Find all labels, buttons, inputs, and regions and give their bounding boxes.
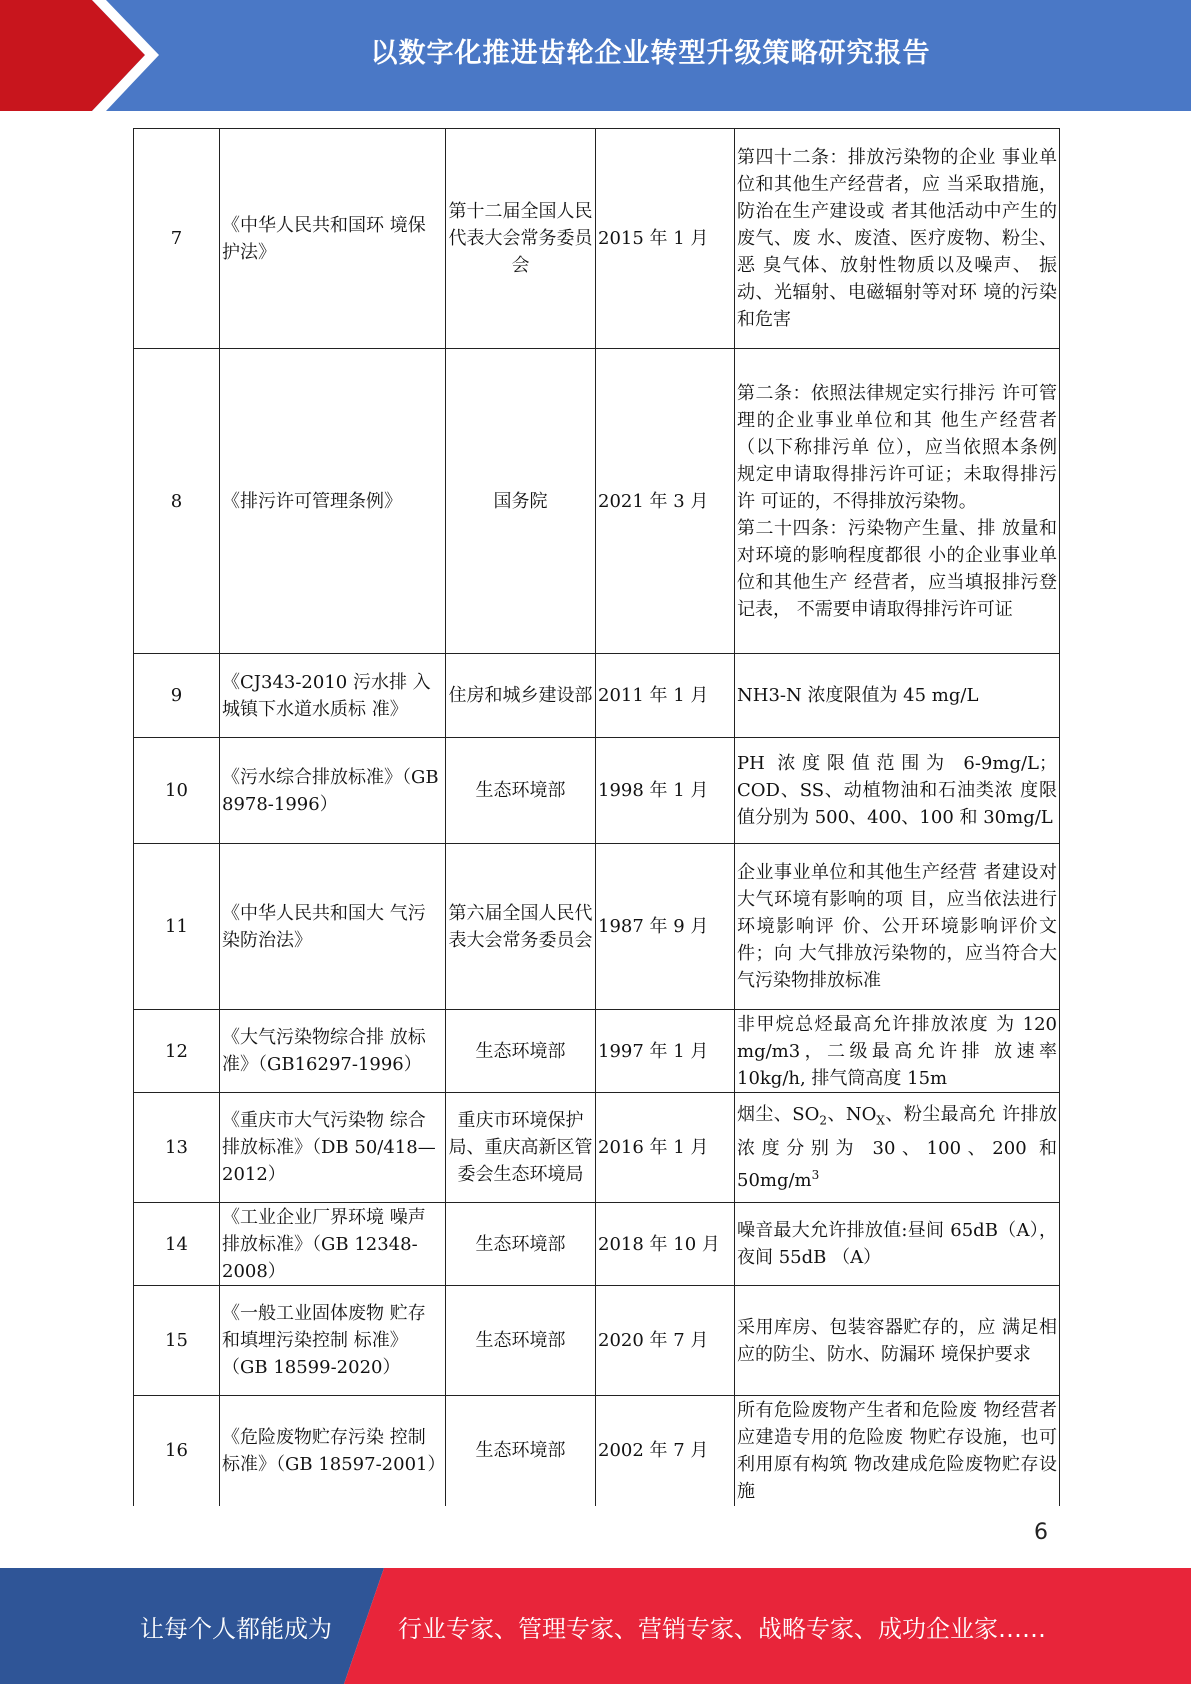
regulations-table (133, 128, 1059, 1506)
effective-date: 2020 年 7 月 (596, 1286, 735, 1396)
page-header (0, 0, 1191, 111)
header-arrow-decoration (0, 0, 160, 111)
row-number: 9 (134, 654, 220, 738)
regulation-name: 《中华人民共和国大 气污染防治法》 (220, 844, 446, 1010)
issuing-authority: 住房和城乡建设部 (446, 654, 596, 738)
effective-date: 2002 年 7 月 (596, 1396, 735, 1506)
requirement-content: 噪音最大允许排放值:昼间 65dB（A），夜间 55dB （A） (735, 1203, 1060, 1286)
row-number: 12 (134, 1010, 220, 1093)
row-number: 16 (134, 1396, 220, 1506)
effective-date: 1987 年 9 月 (596, 844, 735, 1010)
effective-date: 2011 年 1 月 (596, 654, 735, 738)
issuing-authority: 生态环境部 (446, 1203, 596, 1286)
table-row (134, 844, 1060, 1010)
content-text: 、NO (827, 1104, 877, 1126)
issuing-authority: 重庆市环境保护局、重庆高新区管委会生态环境局 (446, 1093, 596, 1203)
requirement-paragraph: 第二十四条：污染物产生量、排 放量和对环境的影响程度都很 小的企业事业单位和其他生产 经营者，应当填报排污登记表， 不需要申请取得排污许可证 (737, 517, 1057, 620)
row-number: 13 (134, 1093, 220, 1203)
regulation-name: 《污水综合排放标准》（GB 8978-1996） (220, 738, 446, 844)
requirement-content: 采用库房、包装容器贮存的，应 满足相应的防尘、防水、防漏环 境保护要求 (735, 1286, 1060, 1396)
row-number: 8 (134, 349, 220, 654)
issuing-authority: 第十二届全国人民代表大会常务委员会 (446, 129, 596, 349)
table-row (134, 349, 1060, 654)
subscript: 2 (819, 1113, 828, 1128)
issuing-authority: 第六届全国人民代表大会常务委员会 (446, 844, 596, 1010)
row-number: 11 (134, 844, 220, 1010)
regulation-name: 《中华人民共和国环 境保护法》 (220, 129, 446, 349)
table-row (134, 1396, 1060, 1506)
requirement-paragraph: 第二条：依照法律规定实行排污 许可管理的企业事业单位和其 他生产经营者（以下称排污单 位），应当依照本条例规定申请取得排污许可证；未取得排污许 可证的，不得排放污染物。 (737, 382, 1057, 512)
regulation-name: 《排污许可管理条例》 (220, 349, 446, 654)
regulation-name: 《大气污染物综合排 放标准》（GB16297-1996） (220, 1010, 446, 1093)
table-row (134, 738, 1060, 844)
issuing-authority: 生态环境部 (446, 738, 596, 844)
effective-date: 2016 年 1 月 (596, 1093, 735, 1203)
issuing-authority: 生态环境部 (446, 1010, 596, 1093)
table-row (134, 129, 1060, 349)
content-text: 、粉尘最高允 许排放浓度分别为 30、100、200 和 50mg/m (737, 1104, 1057, 1191)
row-number: 7 (134, 129, 220, 349)
effective-date: 1997 年 1 月 (596, 1010, 735, 1093)
table-row (134, 654, 1060, 738)
table-row (134, 1286, 1060, 1396)
issuing-authority: 生态环境部 (446, 1286, 596, 1396)
superscript: 3 (811, 1167, 820, 1182)
requirement-content: PH 浓度限值范围为 6-9mg/L； COD、SS、动植物油和石油类浓 度限值分别为 500、400、100 和 30mg/L (735, 738, 1060, 844)
requirement-content: NH3-N 浓度限值为 45 mg/L (735, 654, 1060, 738)
row-number: 14 (134, 1203, 220, 1286)
table-row (134, 1203, 1060, 1286)
subscript: X (876, 1113, 885, 1128)
requirement-content (735, 349, 1060, 654)
issuing-authority: 生态环境部 (446, 1396, 596, 1506)
issuing-authority: 国务院 (446, 349, 596, 654)
page-footer (0, 1568, 1191, 1684)
effective-date: 1998 年 1 月 (596, 738, 735, 844)
content-text: 烟尘、SO (737, 1104, 820, 1126)
requirement-content: 企业事业单位和其他生产经营 者建设对大气环境有影响的项 目，应当依法进行环境影响评 价、公开环境影响评价文件；向 大气排放污染物的，应当符合大 气污染物排放标准 (735, 844, 1060, 1010)
row-number: 15 (134, 1286, 220, 1396)
footer-slogan-left: 让每个人都能成为 (140, 1614, 332, 1643)
effective-date: 2018 年 10 月 (596, 1203, 735, 1286)
report-title: 以数字化推进齿轮企业转型升级策略研究报告 (370, 37, 931, 69)
table-row (134, 1093, 1060, 1203)
requirement-content: 所有危险废物产生者和危险废 物经营者应建造专用的危险废 物贮存设施，也可利用原有构筑 物改建成危险废物贮存设施 (735, 1396, 1060, 1506)
requirement-content (735, 1093, 1060, 1203)
regulation-name: 《重庆市大气污染物 综合排放标准》（DB 50/418—2012） (220, 1093, 446, 1203)
footer-slogan-right: 行业专家、管理专家、营销专家、战略专家、成功企业家…… (398, 1614, 1046, 1643)
regulation-name: 《一般工业固体废物 贮存和填埋污染控制 标准》（GB 18599-2020） (220, 1286, 446, 1396)
requirement-content: 非甲烷总烃最高允许排放浓度 为 120 mg/m3，二级最高允许排 放速率 10kg/h, 排气筒高度 15m (735, 1010, 1060, 1093)
row-number: 10 (134, 738, 220, 844)
effective-date: 2015 年 1 月 (596, 129, 735, 349)
table-row (134, 1010, 1060, 1093)
regulation-name: 《危险废物贮存污染 控制标准》（GB 18597-2001） (220, 1396, 446, 1506)
effective-date: 2021 年 3 月 (596, 349, 735, 654)
requirement-content: 第四十二条：排放污染物的企业 事业单位和其他生产经营者，应 当采取措施，防治在生产建设或 者其他活动中产生的废气、废 水、废渣、医疗废物、粉尘、恶 臭气体、放射性物质以及噪声、 振动、光辐射、电磁辐射等对环 境的污染和危害 (735, 129, 1060, 349)
page-number: 6 (1034, 1520, 1048, 1545)
regulation-name: 《CJ343-2010 污水排 入城镇下水道水质标 准》 (220, 654, 446, 738)
regulation-name: 《工业企业厂界环境 噪声排放标准》（GB 12348-2008） (220, 1203, 446, 1286)
